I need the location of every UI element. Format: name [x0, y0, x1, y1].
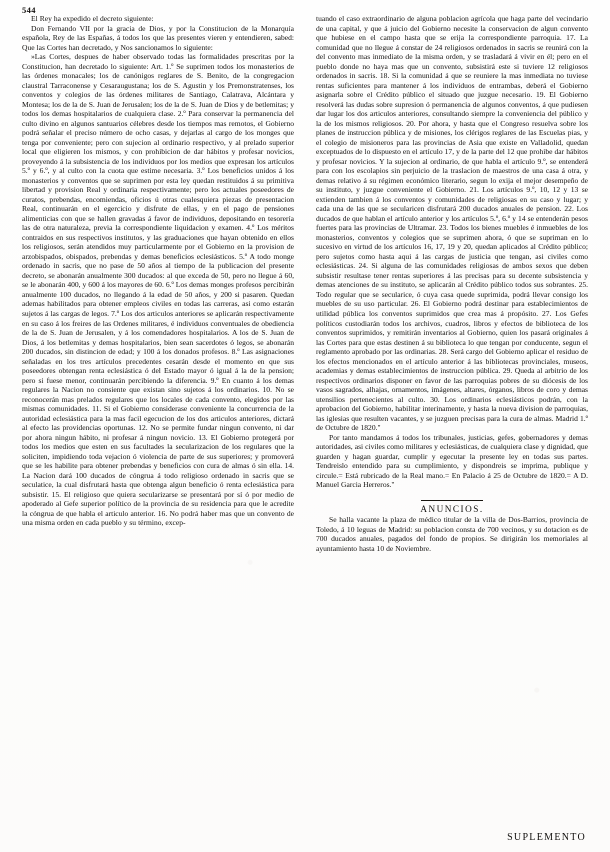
column-right [316, 14, 588, 553]
section-divider-rule [421, 500, 483, 501]
paragraph: Por tanto mandamos á todos los tribunales, justicias, gefes, gobernadores y demas autoridades, asi civiles como militares y eclesiásticas, de cualquiera clase y dignidad, que guarden y hagan guardar, cumplir y egecutar la presente ley en todas sus partes. Tendreislo entendido para su cumplimiento, y dispondreis se imprima, publique y circule.= Está rubricado de la Real mano.= En Palacio á 25 de Octubre de 1820.= A D. Manuel Garcia Herreros." [316, 432, 588, 490]
folio-number: 544 [22, 5, 36, 15]
anuncios-section [316, 500, 588, 553]
anuncios-body: Se halla vacante la plaza de médico titular de la villa de Dos-Barrios, provincia de Toledo, á 10 leguas de Madrid: su poblacion consta de 700 vecinos, y su dotacion es de 700 ducados anuales, pagados del fondo de propios. Se dirigirán los memoriales al ayuntamiento hasta 10 de Noviembre. [316, 515, 588, 553]
paragraph: tuando el caso extraordinario de alguna poblacion agrícola que haga parte del vecindario de una capital, y que á juicio del Gobierno necesite la conservacion de algun convento que hubiese en el campo hasta que se erija la correspondiente parroquia. 17. La comunidad que no llegue á constar de 24 religiosos ordenados in sacris se reunirá con la del convento mas inmediato de la misma orden, y se trasladará á vivir en él; pero en el pueblo donde no haya mas que un convento, subsistirá este si tuviere 12 religiosos ordenados in sacris. 18. Si la comunidad á que se reuniere la mas inmediata no tuviese rentas suficientes para mantener á los individuos de entrambas, deberá el Gobierno asignarla sobre el Crédito público el situado que juzgue necesario. 19. El Gobierno resolverá las dudas sobre supresion ó permanencia de algunos conventos, á que pudiesen dar lugar los dos articulos anteriores, consultando siempre la conveniencia del público y la de los mismos religiosos. 20. Por ahora, y hasta que el Congreso resuelva sobre los planes de instruccion pública y de misiones, los clérigos reglares de las Escuelas pias, y el colegio de misioneros para las provincias de Asia que existe en Valladolid, quedan exceptuados de lo dispuesto en el artículo 17, y de la parte del 12 que prohibe dar hábitos y profesar novicios. Y la sujecion al ordinario, de que habla el artículo 9.º, se entenderá para con los escolapios sin perjuicio de la traslacion de maestros de una casa á otra, y demas relativo á su régimen económico literario, segun lo exija el mejor desempeño de su instituto, y juzgue conveniente el Gobierno. 21. Los artículos 9.º, 10, 12 y 13 se extienden tambien á los conventos y comunidades de religiosas en su caso y lugar; y cada una de las que se secularicen disfrutará 200 ducados anuales de pension. 22. Los ducados de que hablan el artículo anterior y los artículos 5.º, 6.º y 14 se entenderán pesos fuertes para las provincias de Ultramar. 23. Todos los bienes muebles é inmuebles de los monasterios, conventos y colegios que se suprimen ahora, ó que se supriman en lo sucesivo en virtud de los artículos 16, 17, 19 y 20, quedan aplicados al Crédito público; pero sujetos como hasta aqui á las cargas de justicia que tengan, asi civiles como eclesiásticas. 24. Si alguna de las comunidades religiosas de ambos sexos que deben subsistir resultase tener rentas superiores á las precisas para su decente subsistencia y demas atenciones de su instituto, se aplicarán al Crédito público todos sus sobrantes. 25. Todo regular que se secularice, ó cuya casa quede suprimida, podrá llevar consigo los muebles de su uso particular. 26. El Gobierno podrá destinar para establecimientos de utilidad pública los conventos suprimidos que crea mas á propósito. 27. Los Gefes políticos custodiarán todos los archivos, cuadros, libros y efectos de biblioteca de los conventos suprimidos, y remitirán inventarios al Gobierno, quien los pasará originales á las Cortes para que estas destinen á su biblioteca lo que tengan por conducente, segun el reglamento aprobado por las ordinarias. 28. Será cargo del Gobierno aplicar el residuo de los efectos mencionados en el artículo anterior á las bibliotecas provinciales, museos, academias y demas establecimientos de instruccion pública. 29. Queda al arbitrio de los respectivos ordinarios disponer en favor de las parroquias pobres de su diócesis de los vasos sagrados, alhajas, ornamentos, imágenes, altares, órganos, libros de coro y demas utensilios pertenecientes al culto. 30. Los ordinarios eclesiásticos podrán, con la aprobacion del Gobierno, habilitar interinamente, y hasta la nueva division de parroquias, las iglesias que resulten vacantes, y se juzguen precisas para la cura de almas. Madrid 1.º de Octubre de 1820." [316, 14, 588, 433]
paragraph: Don Fernando VII por la gracia de Dios, y por la Constitucion de la Monarquía española, Rey de las Españas, á todos los que las presentes vieren y entendieren, sabed: Que las Cortes han decretado, y Nos sancionamos lo siguiente: [22, 23, 294, 52]
two-column-body [0, 14, 610, 553]
suplemento-label: SUPLEMENTO [507, 832, 586, 843]
paragraph: El Rey ha expedido el decreto siguiente: [31, 14, 154, 23]
anuncios-heading: ANUNCIOS. [420, 504, 484, 515]
paragraph: »Las Cortes, despues de haber observado todas las formalidades prescritas por la Constitucion, han decretado lo siguiente: Art. 1.º Se suprimen todos los monasterios de las órdenes monacales; los de canónigos reglares de S. Benito, de la congregacion claustral Tarraconense y Cesaraugustana; los de S. Agustin y los Premonstratenses, los conventos y colegios de las órdenes militares de Santiago, Calatrava, Alcántara y Montesa; los de la de S. Juan de Jerusalen; los de la de S. Juan de Dios y de betlemitas; y todos los demas hospitalarios de cualquiera clase. 2.º Para conservar la permanencia del culto divino en algunos santuarios célebres desde los tiempos mas remotos, el Gobierno podrá señalar el preciso número de ocho casas, y dejarlas al cargo de los monges que tenga por conveniente; pero con sujecion al ordinario respectivo, y al prelado superior local que eligieren los mismos, y con prohibicion de dar hábitos y profesar novicios, proveyendo á la subsistencia de los individuos por los medios que expresan los artículos 5.º y 6.º, y al culto con la cuota que estime necesaria. 3.º Los beneficios unidos á los monasterios y conventos que se suprimen por esta ley quedan restituidos á su primitiva libertad y provision Real y ordinaria respectivamente; pero los actuales poseedores de curatos, prebendas, encomiendas, oficios ú otras cualesquiera piezas de presentacion Real, continuarán en el egercicio y disfrute de ellas, y en el pago de pensiones alimenticias con que se hallen gravadas á favor de individuos, depositando en tesorería las de otra naturaleza, previa la correspondiente liquidacion y examen. 4.º Los méritos contraidos en sus respectivos institutos, y las graduaciones que hayan obtenido en ellos los religiosos, serán atendidos muy particularmente por el Gobierno en la provision de arzobispados, obispados, prebendas y demas beneficios eclesiásticos. 5.º A todo monge ordenado in sacris, que no pase de 50 años al tiempo de la publicacion del presente decreto, se abonarán anualmente 300 ducados: al que exceda de 50, pero no llegue á 60, se le abonarán 400, y 600 á los mayores de 60. 6.º Los demas monges profesos percibirán anualmente 100 ducados, no llegando á la edad de 50 años, y 200 si pasaren. Quedan ademas habilitados para obtener empleos civiles en todas las carreras, asi como estarán sujetos á las cargas de legos. 7.º Los dos articulos anteriores se aplicarán respectivamente en su caso á los freires de las Ordenes militares, é individuos conventuales de obediencia de la de S. Juan de Jerusalen, y á los comendadores hospitalarios. A los de S. Juan de Dios, á los betlemitas y demas hospitalarios, bien sean sacerdotes ó legos, se abonarán 200 ducados, sin distincion de edad; y 100 á los donados profesos. 8.º Las asignaciones señaladas en los tres artículos precedentes cesarán desde el momento en que sus poseedores obtengan renta eclesiástica ó del Estado mayor ó igual á la de la pension; pero si fuese menor, continuarán percibiendo la diferencia. 9.º En cuanto á los demas regulares la Nacion no consiente que existan sino sujetos á los ordinarios. 10. No se reconocerán mas prelados regulares que los locales de cada convento, elegidos por las mismas comunidades. 11. Si el Gobierno considerase conveniente la concurrencia de la autoridad eclesiástica para la mas facil egecucion de los dos articulos anteriores, dictará al efecto las providencias oportunas. 12. No se permite fundar ningun convento, ni dar por ahora ningun hábito, ni profesar á ningun novicio. 13. El Gobierno protegerá por todos los medios que esten en sus facultades la secularizacion de los regulares que la soliciten, impidiendo toda vejacion ó violencia de parte de sus superiores; y promoverá que se les habilite para obtener prebendas y beneficios con cura de almas ó sin ella. 14. La Nacion dará 100 ducados de cóngrua á todo religioso ordenado in sacris que se seculatice, la cual disfrutará hasta que obtenga algun beneficio ó renta eclesiástica para subsistir. 15. El religioso que quiera secularizarse se presentará por sí ó por medio de apoderado al Gefe superior político de la provincia de su residencia para que le acredite la cóngrua de que habla el articulo anterior. 16. No podrá haber mas que un convento de una misma orden en cada pueblo y su término, excep- [22, 52, 294, 528]
column-left [22, 14, 294, 553]
